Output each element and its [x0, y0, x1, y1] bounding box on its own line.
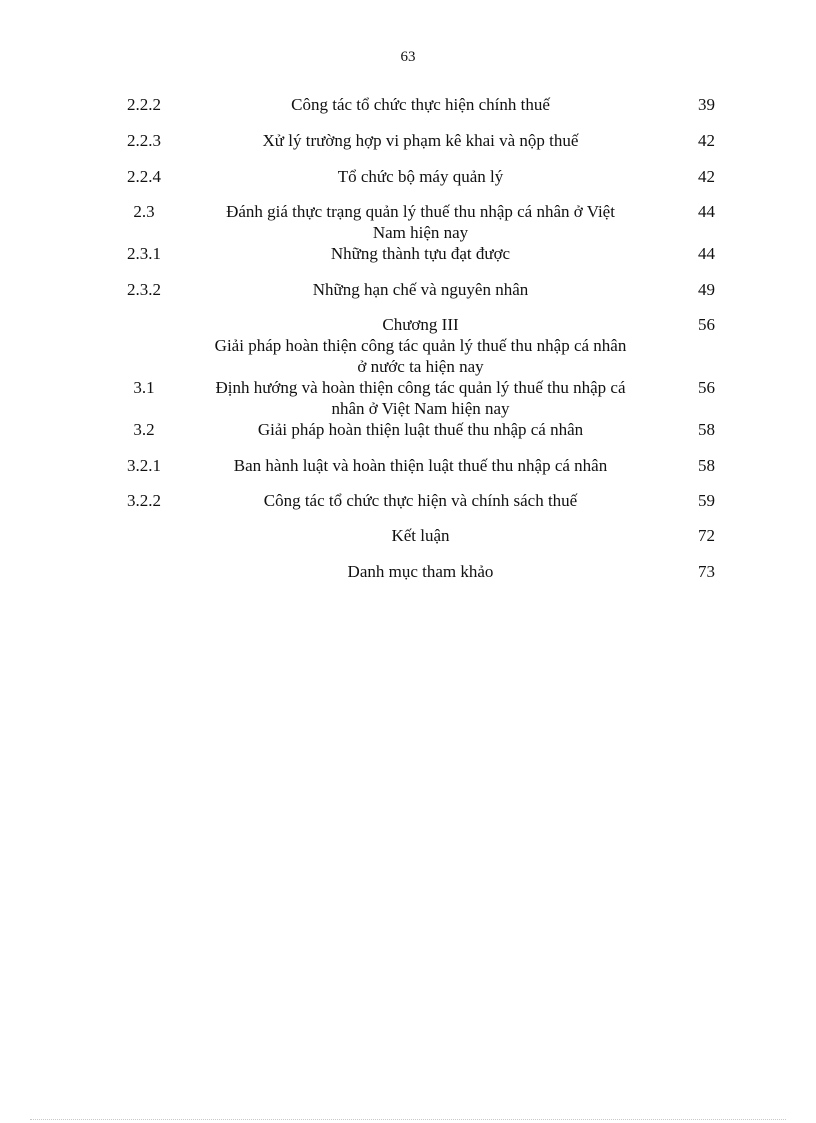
- toc-page-number: 72: [698, 526, 715, 545]
- toc-title-line: Những thành tựu đạt được: [330, 244, 511, 263]
- toc-row: [110, 201, 725, 243]
- toc-title-line: Ban hành luật và hoàn thiện luật thuế thu nhập cá nhân: [233, 456, 608, 475]
- toc-section-title: [178, 201, 663, 243]
- toc-section-number: 3.2: [133, 420, 155, 439]
- toc-title-line: Danh mục tham khảo: [347, 562, 494, 581]
- toc-section-title: [178, 419, 663, 440]
- toc-row: [110, 419, 725, 440]
- toc-title-line: Chương III: [382, 315, 459, 334]
- toc-section-number: 3.1: [133, 378, 155, 397]
- toc-section-title: [178, 377, 663, 419]
- toc-row: [110, 130, 725, 151]
- toc-title-line: Giải pháp hoàn thiện công tác quản lý thuế thu nhập cá nhân: [214, 336, 627, 355]
- toc-section-number: 3.2.1: [127, 456, 161, 475]
- toc-page-number: 49: [698, 280, 715, 299]
- toc-row: [110, 243, 725, 264]
- toc-page-number: 56: [698, 315, 715, 334]
- page-number: 63: [400, 49, 416, 65]
- toc-section-title: [178, 561, 663, 582]
- toc-section-title: [178, 279, 663, 300]
- toc-row: [110, 314, 725, 377]
- toc-title-line: Kết luận: [391, 526, 450, 545]
- toc-row: [110, 455, 725, 476]
- toc-section-title: [178, 455, 663, 476]
- toc-row: [110, 166, 725, 187]
- toc-section-title: [178, 314, 663, 377]
- toc-section-title: [178, 166, 663, 187]
- toc-page-number: 58: [698, 456, 715, 475]
- toc-section-number: 2.3: [133, 202, 155, 221]
- toc-section-title: [178, 525, 663, 546]
- toc-row: [110, 94, 725, 115]
- toc-title-line: Nam hiện nay: [372, 223, 469, 242]
- toc-section-title: [178, 490, 663, 511]
- toc-title-line: Công tác tổ chức thực hiện chính thuế: [291, 95, 550, 114]
- page-bottom-divider: [30, 1119, 786, 1120]
- toc-row: [110, 377, 725, 419]
- toc-title-line: Những hạn chế và nguyên nhân: [312, 280, 529, 299]
- toc-page-number: 58: [698, 420, 715, 439]
- toc-section-number: 3.2.2: [127, 491, 161, 510]
- toc-section-number: 2.3.2: [127, 280, 161, 299]
- toc-row: [110, 490, 725, 511]
- toc-section-number: 2.2.3: [127, 131, 161, 150]
- toc-section-title: [178, 94, 663, 115]
- toc-page-number: 44: [698, 202, 715, 221]
- toc-title-line: Giải pháp hoàn thiện luật thuế thu nhập cá nhân: [257, 420, 584, 439]
- toc-section-title: [178, 243, 663, 264]
- toc-title-line: Công tác tổ chức thực hiện và chính sách thuế: [263, 491, 578, 510]
- toc-section-number: 2.2.4: [127, 167, 161, 186]
- toc-title-line: Định hướng và hoàn thiện công tác quản lý thuế thu nhập cá: [215, 378, 626, 397]
- toc-row: [110, 561, 725, 582]
- table-of-contents: [110, 94, 725, 582]
- toc-row: [110, 279, 725, 300]
- toc-page-number: 59: [698, 491, 715, 510]
- toc-section-title: [178, 130, 663, 151]
- toc-page-number: 42: [698, 131, 715, 150]
- toc-page-number: 73: [698, 562, 715, 581]
- toc-section-number: 2.2.2: [127, 95, 161, 114]
- toc-page-number: 42: [698, 167, 715, 186]
- toc-title-line: ở nước ta hiện nay: [357, 357, 484, 376]
- toc-page-number: 56: [698, 378, 715, 397]
- toc-title-line: nhân ở Việt Nam hiện nay: [331, 399, 510, 418]
- toc-page-number: 39: [698, 95, 715, 114]
- toc-title-line: Tổ chức bộ máy quản lý: [337, 167, 504, 186]
- toc-section-number: 2.3.1: [127, 244, 161, 263]
- toc-page-number: 44: [698, 244, 715, 263]
- toc-title-line: Đánh giá thực trạng quản lý thuế thu nhập cá nhân ở Việt: [226, 202, 615, 221]
- toc-row: [110, 525, 725, 546]
- toc-title-line: Xử lý trường hợp vi phạm kê khai và nộp thuế: [262, 131, 579, 150]
